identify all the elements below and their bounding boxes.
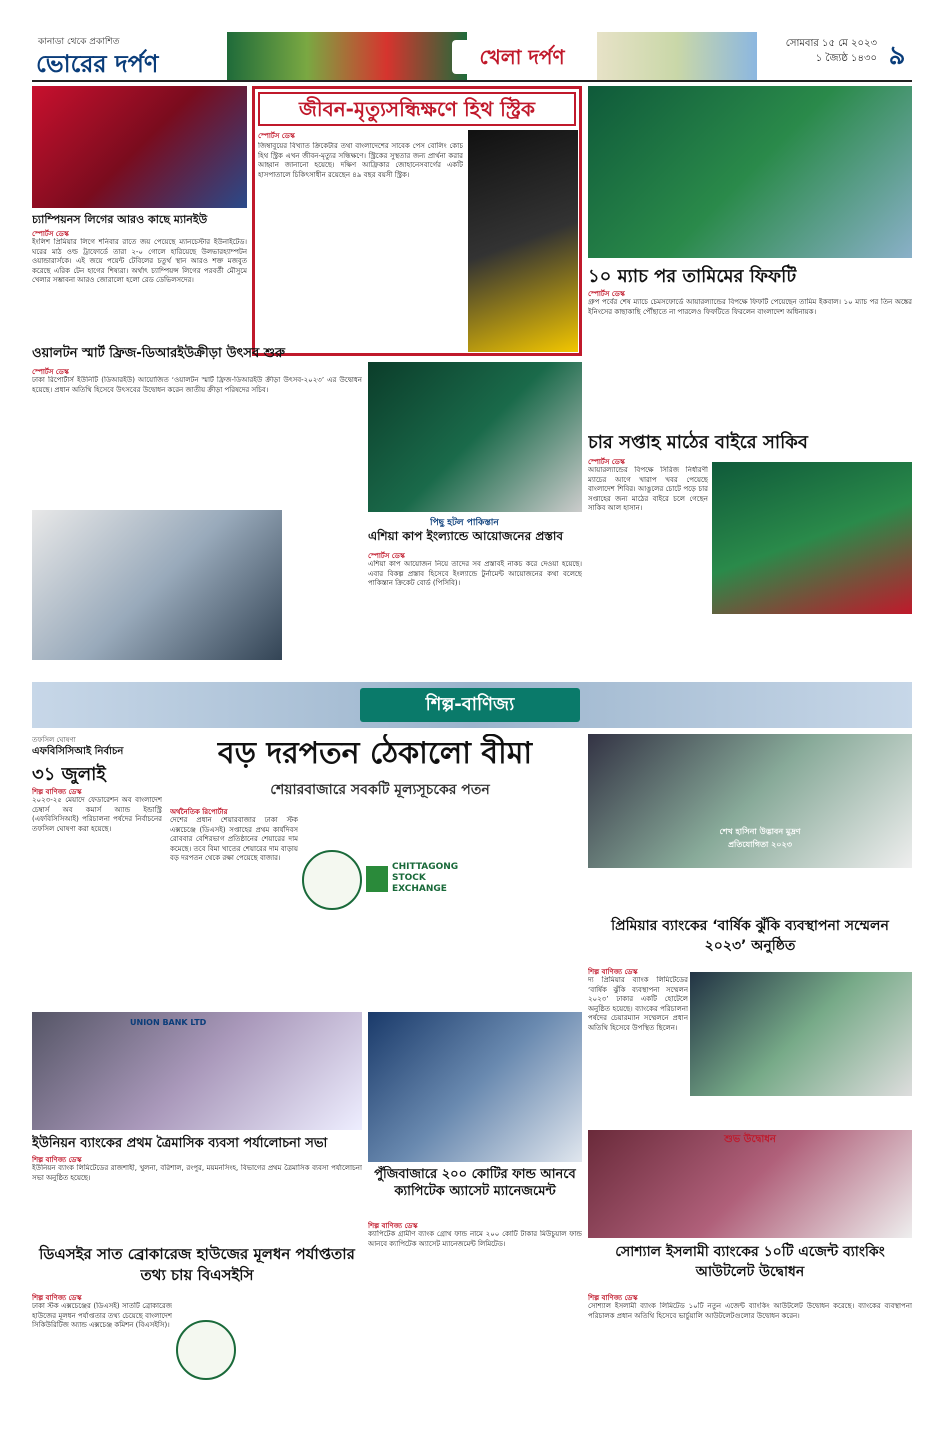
bank-event-caption: শেখ হাসিনা উদ্ভাবন মুদ্রণ প্রতিযোগিতা ২০২৩ (719, 827, 801, 849)
shakib-byline: স্পোর্টস ডেস্ক (588, 458, 625, 466)
dse-seal-icon-2 (176, 1320, 236, 1380)
share-subhead: শেয়ারবাজারে সবকটি মূল্যসূচকের পতন (270, 782, 490, 798)
masthead (32, 32, 912, 82)
efdc-byline: শিল্প বাণিজ্য ডেস্ক (32, 788, 82, 796)
newspaper-brand (32, 32, 222, 82)
premier-body: দ্য প্রিমিয়ার ব্যাংক লিমিটেডের ‘বার্ষিক ঝুঁকি ব্যবস্থাপনা সম্মেলন ২০২৩’ ঢাকার একটি হোটেলে অনুষ্ঠিত হয়েছে। ব্যাংকের পরিচালনা পর্ষদের চেয়ারম্যান সম্মেলনে প্রধান অতিথি হিসেবে উপস্থিত ছিলেন। (588, 976, 688, 1032)
asia-kicker: পিছু হটল পাকিস্তান (430, 518, 499, 527)
capitec-body: ক্যাপিটেক গ্রামীণ ব্যাংক গ্রোথ ফান্ড নামে ২০০ কোটি টাকার মিউচুয়াল ফান্ড আনবে ক্যাপিটেক অ্যাসেট ম্যানেজমেন্ট লিমিটেড। (368, 1230, 582, 1248)
cse-logo-text: CHITTAGONG STOCK EXCHANGE (392, 862, 459, 894)
page-number: ৯ (888, 41, 906, 71)
efdc-body: ২০২৩-২৫ মেয়াদে ফেডারেশন অব বাংলাদেশ চেম্বার্স অব কমার্স অ্যান্ড ইন্ডাস্ট্রি (এফবিসিসিআই) পরিচালনা পর্ষদের নির্বাচনের তফসিল ঘোষণা করা হয়েছে। (32, 796, 162, 833)
manu-byline: স্পোর্টস ডেস্ক (32, 230, 69, 238)
dateline (767, 36, 877, 80)
efdc-headline-date: ৩১ জুলাই (32, 764, 106, 784)
date-bengali: ১ জ্যৈষ্ঠ ১৪৩০ (815, 53, 877, 64)
asia-body: এশিয়া কাপ আয়োজন নিয়ে তাদের সব প্রস্তাবই নাকচ করে দেওয়া হয়েছে। এবার বিকল্প প্রস্তাব হিসেবে ইংল্যান্ডে টুর্নামেন্ট আয়োজনের কথা বলেছে পাকিস্তান ক্রিকেট বোর্ড (পিসিবি)। (368, 560, 582, 587)
social-byline: শিল্প বাণিজ্য ডেস্ক (588, 1294, 638, 1302)
tamim-photo (588, 86, 912, 258)
brand-tagline: কানাডা থেকে প্রকাশিত (38, 37, 120, 47)
tamim-headline: ১০ ম্যাচ পর তামিমের ফিফটি (588, 266, 797, 286)
union-byline: শিল্প বাণিজ্য ডেস্ক (32, 1156, 82, 1164)
shakib-photo (712, 462, 912, 614)
tamim-byline: স্পোর্টস ডেস্ক (588, 290, 625, 298)
social-banner-text: শুভ উদ্বোধন (724, 1134, 776, 1145)
union-body: ইউনিয়ন ব্যাংক লিমিটেডের রাজশাহী, খুলনা, বরিশাল, রংপুর, ময়মনসিংহ, বিভাগের প্রথম ত্রৈমাসিক ব্যবসা পর্যালোচনা সভা অনুষ্ঠিত হয়েছে। (32, 1164, 362, 1182)
share-byline: অর্থনৈতিক রিপোর্টার (170, 808, 228, 816)
dse-body: ঢাকা স্টক এক্সচেঞ্জের (ডিএসই) সাতটি ব্রোকারেজ হাউজের মূলধন পর্যাপ্ততার তথ্য চেয়েছে বাংলাদেশ সিকিউরিটিজ অ্যান্ড এক্সচেঞ্জ কমিশন (বিএসইসি)। (32, 1302, 172, 1329)
section-title: খেলা দর্পণ (452, 40, 592, 74)
walton-byline: স্পোর্টস ডেস্ক (32, 368, 69, 376)
walton-headline: ওয়ালটন স্মার্ট ফ্রিজ-ডিআরইউক্রীড়া উৎসব শুরু (32, 346, 285, 361)
dse-seal-icon (302, 850, 362, 910)
asia-headline: এশিয়া কাপ ইংল্যান্ডে আয়োজনের প্রস্তাব (368, 529, 564, 543)
heath-body: জিম্বাবুয়ের বিখ্যাত ক্রিকেটার তথা বাংলাদেশের সাবেক পেস বোলিং কোচ হিথ স্ট্রিক এখন জীবন-মৃত্যুর সন্ধিক্ষণে। স্ট্রিকের সুস্থতার জন্য প্রার্থনা করার আহ্বান জানানো হয়েছে। দক্ষিণ আফ্রিকার জোহানেসবার্গের একটি হাসপাতালে চিকিৎসাধীন রয়েছেন ৪৯ বছর বয়সী স্ট্রিক। (258, 142, 463, 179)
efdc-kicker: তফসিল ঘোষণা (32, 736, 76, 744)
capitec-photo (368, 1012, 582, 1162)
share-headline: বড় দরপতন ঠেকালো বীমা (217, 736, 533, 771)
manu-headline: চ্যাম্পিয়নস লিগের আরও কাছে ম্যানইউ (32, 213, 208, 226)
manu-photo (32, 86, 247, 208)
union-headline: ইউনিয়ন ব্যাংকের প্রথম ত্রৈমাসিক ব্যবসা পর্যালোচনা সভা (32, 1136, 328, 1151)
heath-photo (468, 130, 578, 352)
brand-name: ভোরের দর্পণ (36, 49, 159, 78)
dse-headline: ডিএসইর সাত ব্রোকারেজ হাউজের মূলধন পর্যাপ্ততার তথ্য চায় বিএসইসি (39, 1245, 355, 1284)
efdc-headline-top: এফবিসিসিআই নির্বাচন (32, 746, 124, 757)
social-body: সোশ্যাল ইসলামী ব্যাংক লিমিটেড ১০টি নতুন এজেন্ট ব্যাংকিং আউটলেট উদ্বোধন করেছে। ব্যাংকের ব্যবস্থাপনা পরিচালক প্রধান অতিথি হিসেবে ভার্চুয়ালি আউটলেটগুলোর উদ্বোধন করেন। (588, 1302, 912, 1320)
sports-banner-image-right (597, 32, 757, 80)
premier-byline: শিল্প বাণিজ্য ডেস্ক (588, 968, 638, 976)
premier-headline: প্রিমিয়ার ব্যাংকের ‘বার্ষিক ঝুঁকি ব্যবস্থাপনা সম্মেলন ২০২৩’ অনুষ্ঠিত (611, 918, 889, 954)
dse-byline: শিল্প বাণিজ্য ডেস্ক (32, 1294, 82, 1302)
walton-body: ঢাকা রিপোর্টার্স ইউনিটি (ডিআরইউ) আয়োজিত ‘ওয়ালটন স্মার্ট ফ্রিজ-ডিআরইউ ক্রীড়া উৎসব-২০২৩’ এর উদ্বোধন হয়েছে। প্রধান অতিথি হিসেবে উৎসবের উদ্বোধন করেন জাতীয় ক্রীড়া পরিষদের সচিব। (32, 376, 362, 394)
sports-banner-image (227, 32, 467, 80)
heath-byline: স্পোর্টস ডেস্ক (258, 132, 295, 140)
shakib-headline: চার সপ্তাহ মাঠের বাইরে সাকিব (588, 432, 808, 453)
date-gregorian: সোমবার ১৫ মে ২০২৩ (785, 38, 877, 49)
capitec-byline: শিল্প বাণিজ্য ডেস্ক (368, 1222, 418, 1230)
tamim-body: গ্রুপ পর্বের শেষ ম্যাচে চেমসফোর্ডে আয়ারল্যান্ডের বিপক্ষে ফিফটি পেয়েছেন তামিম ইকবাল। ১০ ম্যাচ পর তিন অঙ্কের ইনিংসের কাছাকাছি পৌঁছাতে না পারলেও ফিফটিতে ফিরলেন বাংলাদেশ অধিনায়ক। (588, 298, 912, 316)
cse-logo-icon (366, 866, 388, 892)
shilpo-section-title: শিল্প-বাণিজ্য (360, 688, 580, 722)
union-logo-text: UNION BANK LTD (130, 1018, 207, 1027)
premier-photo (690, 972, 912, 1096)
share-body: দেশের প্রধান শেয়ারবাজার ঢাকা স্টক এক্সচেঞ্জে (ডিএসই) সপ্তাহের প্রথম কার্যদিবস রোববার বেশিরভাগ প্রতিষ্ঠানের শেয়ারের দাম কমেছে। তবে বিমা খাতের শেয়ারের দাম বাড়ায় বড় দরপতন থেকে রক্ষা পেয়েছে বাজার। (170, 816, 298, 862)
social-headline: সোশ্যাল ইসলামী ব্যাংকের ১০টি এজেন্ট ব্যাংকিং আউটলেট উদ্বোধন (615, 1244, 885, 1280)
heath-headline: জীবন-মৃত্যুসন্ধিক্ষণে হিথ স্ট্রিক (258, 92, 576, 126)
manu-body: ইংলিশ প্রিমিয়ার লিগে শনিবার রাতে জয় পেয়েছে ম্যানচেস্টার ইউনাইটেড। ঘরের মাঠ ওল্ড ট্রাফোর্ডে তারা ২-০ গোলে হারিয়েছে উলভারহ্যাম্পটন ওয়ান্ডারার্সকে। এই জয়ে পয়েন্ট টেবিলের চতুর্থ স্থান আরও শক্ত মজবুত করেছে এরিক টেন হাগের শিষ্যরা। অর্থাৎ চ্যাম্পিয়ন্স লিগের পরবর্তী মৌসুমে খেলার সম্ভাবনা আরও জোরালো হলো রেড ডেভিলসদের। (32, 238, 247, 284)
asia-photo (368, 362, 582, 512)
social-photo (588, 1130, 912, 1238)
capitec-headline: পুঁজিবাজারে ২০০ কোটির ফান্ড আনবে ক্যাপিটেক অ্যাসেট ম্যানেজমেন্ট (374, 1167, 576, 1199)
asia-byline: স্পোর্টস ডেস্ক (368, 552, 405, 560)
shakib-body: আয়ারল্যান্ডের বিপক্ষে সিরিজ নির্ধারণী ম্যাচের আগে খারাপ খবর পেয়েছে বাংলাদেশ শিবির। আঙুলের চোটে পড়ে চার সপ্তাহের জন্য মাঠের বাইরে চলে গেছেন সাকিব আল হাসান। (588, 466, 708, 512)
walton-photo (32, 510, 282, 660)
